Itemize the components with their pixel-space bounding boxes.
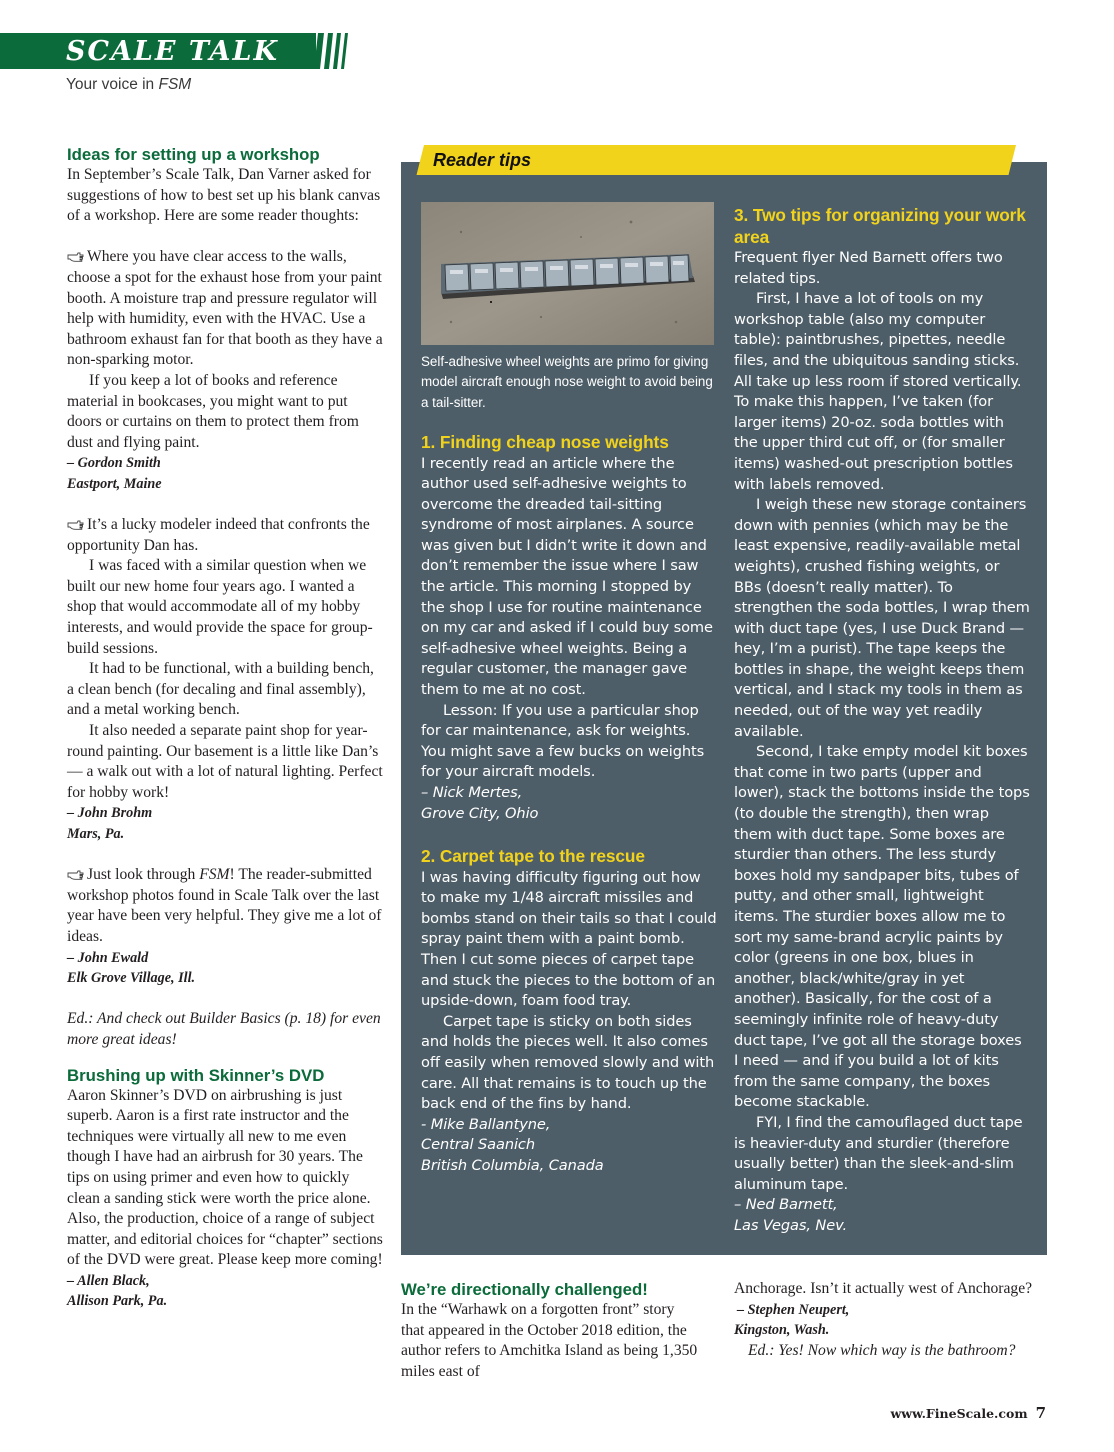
tip-3-para-5: FYI, I find the camouflaged duct tape is heavier-duty and sturdier (therefore usually better) than the sleek-and-slim aluminum tape. <box>734 1113 1023 1193</box>
section-title: SCALE TALK <box>66 36 279 67</box>
tip-1-para-1: I recently read an article where the author used self-adhesive weights to overcome the dreaded tail-sitting syndrome of most airplanes. A source was given but I didn’t write it down and don’t remember the issue where I saw the article. This morning I stopped by the shop I use for routine maintenance on my car and asked if I could buy some self-adhesive wheel weights. Being a regular customer, the manager gave them to me at no cost. <box>421 454 713 699</box>
dvd-signature-place: Allison Park, Pa. <box>67 1293 168 1310</box>
photo-caption: Self-adhesive wheel weights are primo for giving model aircraft enough nose weight to avoid being a tail-sitter. <box>421 354 713 410</box>
header-stripes-decoration <box>316 33 356 69</box>
tip-2-para-2: Carpet tape is sticky on both sides and holds the pieces well. It also comes off easily when removed slowly and with care. All that remains is to touch up the back end of the fins by hand. <box>421 1012 715 1113</box>
tip-2-signature-region: British Columbia, Canada <box>421 1157 604 1174</box>
left-column <box>67 144 383 1312</box>
letter-3-signature-place: Elk Grove Village, Ill. <box>67 970 196 987</box>
directional-heading: We’re directionally challenged! <box>401 1280 648 1299</box>
pointing-hand-icon <box>67 247 87 268</box>
tip-2-heading: 2. Carpet tape to the rescue <box>421 846 645 867</box>
subtitle-text: Your voice in <box>66 76 159 93</box>
pointing-hand-icon <box>67 865 87 886</box>
letter-3-text-b: ! The reader-submitted workshop photos found in Scale Talk over the last year have been very helpful. They give me a lot of ideas. <box>67 866 382 945</box>
tip-3-para-1: Frequent flyer Ned Barnett offers two related tips. <box>734 249 1003 287</box>
letter-3-text-a: Just look through <box>87 866 200 884</box>
letter-2-para-2: I was faced with a similar question when we built our new home four years ago. I wanted a shop that would accommodate all of my hobby interests, and would provide the space for group-build sessions. <box>67 557 373 657</box>
dvd-signature-name: – Allen Black, <box>67 1272 150 1289</box>
tip-1-heading: 1. Finding cheap nose weights <box>421 432 669 452</box>
tip-1-para-2: Lesson: If you use a particular shop for car maintenance, ask for weights. You might save a few bucks on weights for your aircraft models. <box>421 701 705 781</box>
tip-3-para-2: First, I have a lot of tools on my workshop table (also my computer table): paintbrushes, pipettes, needle files, and the ubiquitous sanding sticks. All take up less room if stored vertically. To make this happen, I’ve taken (for larger items) 20-oz. soda bottles with the upper third cut off, or (for smaller items) washed-out prescription bottles with labels removed. <box>734 290 1022 493</box>
letter-2-para-1 <box>67 515 383 556</box>
directional-signature-name: – Stephen Neupert, <box>737 1301 850 1318</box>
workshop-intro: In September’s Scale Talk, Dan Varner asked for suggestions of how to best set up his blank canvas of a workshop. Here are some reader thoughts: <box>67 166 381 225</box>
dvd-body: Aaron Skinner’s DVD on airbrushing is just superb. Aaron is a first rate instructor and the techniques were virtually all new to me even though I have had an airbrush for 30 years. The tips on using primer and even how to quickly clean a sanding stick were worth the price alone. Also, the production, choice of a range of subject matter, and editorial choices for “chapter” sections of the DVD were great. Please keep more coming! <box>67 1086 383 1269</box>
tip-2-signature-place: Central Saanich <box>421 1136 536 1154</box>
directional-left-column <box>401 1279 701 1382</box>
letter-1-para-1 <box>67 247 383 371</box>
tip-1-signature-name: – Nick Mertes, <box>421 784 523 801</box>
section-subtitle <box>66 76 191 94</box>
tips-right-column <box>734 205 1030 1237</box>
letter-2-signature-name: – John Brohm <box>67 805 153 822</box>
directional-editor-note: Ed.: Yes! Now which way is the bathroom? <box>748 1341 1016 1359</box>
page-number: 7 <box>1035 1404 1046 1422</box>
editor-note-workshop: Ed.: And check out Builder Basics (p. 18) for even more great ideas! <box>67 1010 381 1048</box>
tip-3-para-4: Second, I take empty model kit boxes that come in two parts (upper and lower), stack the bottoms inside the tops (to double the strength), then wrap them with duct tape. Some boxes are sturdier than others. The less sturdy boxes hold my sandpaper bits, tubes of putty, and other small, lightweight items. The sturdier boxes allow me to sort my same-brand acrylic paints by color (greens in one box, blues in another, black/white/gray in yet another). Basically, for the cost of a seemingly infinite role of heavy-duty duct tape, I’ve got all the storage boxes I need — and if you build a lot of kits from the same company, the boxes become stackable. <box>734 743 1030 1111</box>
letter-2-para-3: It had to be functional, with a building bench, a clean bench (for decaling and final assembly), and a metal working bench. <box>67 660 374 719</box>
tip-3-para-3: I weigh these new storage containers down with pennies (which may be the least expensive, readily-available metal weights), crushed fishing weights, or BBs (doesn’t really matter). To strengthen the soda bottles, I wrap them with duct tape (yes, I use Duck Brand — hey, I’m a purist). The tape keeps the bottles in shape, the weight keeps them vertical, and I stack my tools in them as needed, out of the way yet readily available. <box>734 496 1030 740</box>
tip-1-signature-place: Grove City, Ohio <box>421 804 539 822</box>
directional-signature-place: Kingston, Wash. <box>734 1322 830 1339</box>
dvd-heading: Brushing up with Skinner’s DVD <box>67 1065 325 1085</box>
directional-body-left: In the “Warhawk on a forgotten front” story that appeared in the October 2018 edition, the author refers to Amchitka Island as being 1,350 miles east of <box>401 1301 698 1380</box>
letter-2-signature-place: Mars, Pa. <box>67 826 125 842</box>
letter-3-signature-name: – John Ewald <box>67 949 149 966</box>
footer-url: www.FineScale.com <box>890 1406 1028 1421</box>
subtitle-magazine: FSM <box>158 76 192 93</box>
directional-right-column <box>734 1279 1044 1361</box>
tip-2-signature-name: - Mike Ballantyne, <box>421 1115 551 1133</box>
letter-1-para-1-text: Where you have clear access to the walls, choose a spot for the exhaust hose from your paint booth. A moisture trap and pressure regulator will help with humidity, even with the HVAC. Use a bathroom exhaust fan for that booth as they have a non-sparking motor. <box>67 248 383 369</box>
tip-3-signature-place: Las Vegas, Nev. <box>734 1216 847 1234</box>
letter-1-para-2: If you keep a lot of books and reference material in bookcases, you might want to put doors or curtains on them to protect them from dust and flying paint. <box>67 371 359 451</box>
wheel-weights-photo <box>421 202 714 345</box>
tip-3-signature-name: – Ned Barnett, <box>734 1196 838 1214</box>
directional-body-right: Anchorage. Isn’t it actually west of Anchorage? <box>734 1280 1033 1297</box>
pointing-hand-icon <box>67 515 87 536</box>
tip-3-heading: 3. Two tips for organizing your work area <box>734 205 1026 247</box>
letter-2-para-1-text: It’s a lucky modeler indeed that confronts the opportunity Dan has. <box>67 516 370 554</box>
tip-2-para-1: I was having difficulty figuring out how to make my 1/48 aircraft missiles and bombs stand on their tails so that I could spray paint them with a paint bomb. Then I cut some pieces of carpet tape and stuck the pieces to the bottom of an upside-down, foam food tray. <box>421 868 717 1010</box>
letter-3-magazine: FSM <box>199 866 230 884</box>
letter-1-signature-name: – Gordon Smith <box>67 455 161 472</box>
letter-3-para-1 <box>67 865 383 947</box>
letter-2-para-4: It also needed a separate paint shop for year-round painting. Our basement is a little like Dan’s — a walk out with a lot of natural lighting. Perfect for hobby work! <box>67 722 383 801</box>
reader-tips-banner-title: Reader tips <box>433 150 532 170</box>
letter-1-signature-place: Eastport, Maine <box>67 475 162 492</box>
workshop-heading: Ideas for setting up a workshop <box>67 145 320 164</box>
page-footer <box>891 1404 1046 1422</box>
tips-middle-column <box>421 432 717 1177</box>
